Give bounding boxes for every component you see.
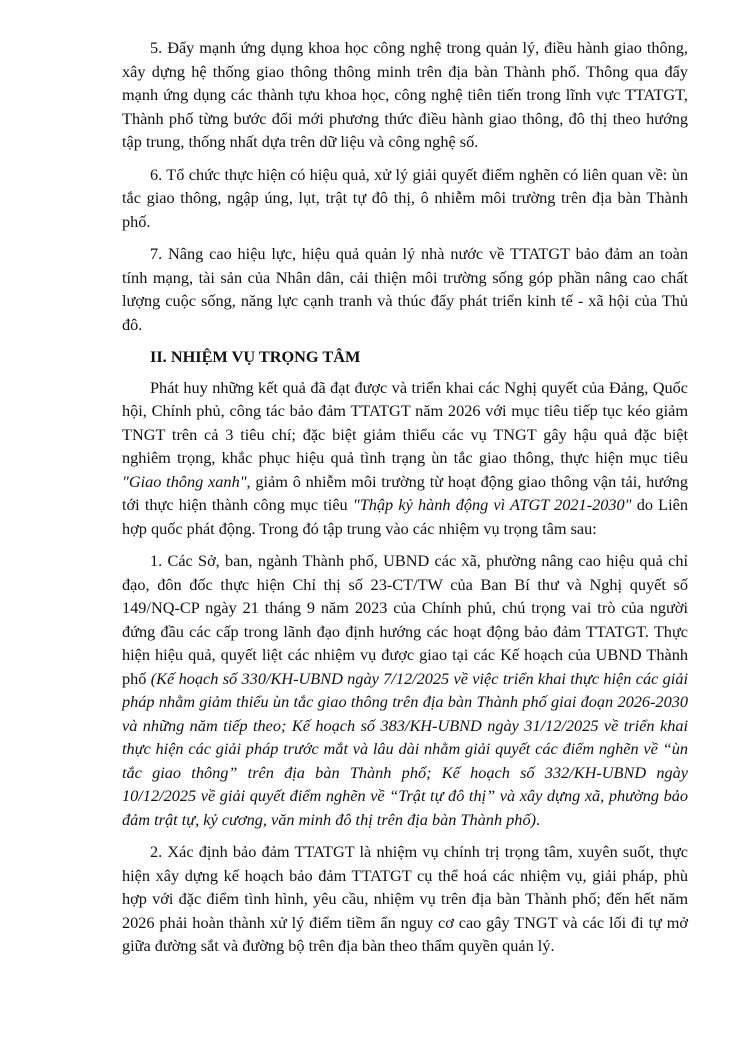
intro-text-e: do Liên hợp quốc phát động. Trong đó tập trung vào các nhiệm vụ trọng tâm sau: <box>122 495 688 538</box>
task1-end: . <box>536 809 541 829</box>
intro-quote-decade: "Thập kỷ hành động vì ATGT 2021-2030" <box>352 495 632 514</box>
intro-text-a: Phát huy những kết quả đã đạt được và triển khai các Nghị quyết của Đảng, Quốc hội, Chính phủ, công tác bảo đảm TTATGT năm 2026 với mục tiêu tiếp tục kéo giảm TNGT trên cả 3 tiêu chí; đặc biệt giảm thiểu các vụ TNGT gây hậu quả đặc biệt nghiêm trọng, khắc phục hiệu quả tình trạng ùn tắc giao thông, thực hiện mục tiêu <box>122 377 688 467</box>
paragraph-item-6: 6. Tổ chức thực hiện có hiệu quả, xử lý giải quyết điểm nghẽn có liên quan về: ùn tắc giao thông, ngập úng, lụt, trật tự đô thị, ô nhiễm môi trường trên địa bàn Thành phố. <box>122 164 688 231</box>
task1-text: 1. Các Sở, ban, ngành Thành phố, UBND các xã, phường nâng cao hiệu quả chỉ đạo, đôn đốc thực hiện Chỉ thị số 23-CT/TW của Ban Bí thư và Nghị quyết số 149/NQ-CP ngày 21 tháng 9 năm 2023 của Chính phủ, chú trọng vai trò của người đứng đầu các cấp trong lãnh đạo định hướng các hoạt động bảo đảm TTATGT. Thực hiện hiệu quả, quyết liệt các nhiệm vụ được giao tại các Kế hoạch của UBND Thành phố <box>122 551 688 688</box>
task-item-1 <box>122 549 688 831</box>
task-item-2: 2. Xác định bảo đảm TTATGT là nhiệm vụ chính trị trọng tâm, xuyên suốt, thực hiện xây dựng kế hoạch bảo đảm TTATGT cụ thể hoá các nhiệm vụ, giải pháp, phù hợp với đặc điểm tình hình, yêu cầu, nhiệm vụ trên địa bàn Thành phố; đến hết năm 2026 phải hoàn thành xử lý điểm tiềm ẩn nguy cơ cao gây TNGT và các lối đi tự mở giữa đường sắt và đường bộ trên địa bàn theo thẩm quyền quản lý. <box>122 842 688 955</box>
task1-plans-list: (Kế hoạch số 330/KH-UBND ngày 7/12/2025 về việc triển khai thực hiện các giải pháp nhằm giảm thiểu ùn tắc giao thông trên địa bàn Thành phố giai đoạn 2026-2030 và những năm tiếp theo; Kế hoạch số 383/KH-UBND ngày 31/12/2025 về triển khai thực hiện các giải pháp trước mắt và lâu dài nhằm giải quyết các điểm nghẽn về “ùn tắc giao thông” trên địa bàn Thành phố; Kế hoạch số 332/KH-UBND ngày 10/12/2025 về giải quyết điểm nghẽn về “Trật tự đô thị” và xây dựng xã, phường bảo đảm trật tự, kỷ cương, văn minh đô thị trên địa bàn Thành phố) <box>122 668 688 829</box>
intro-paragraph <box>122 376 688 541</box>
paragraph-item-7: 7. Nâng cao hiệu lực, hiệu quả quản lý nhà nước về TTATGT bảo đảm an toàn tính mạng, tài sản của Nhân dân, cải thiện môi trường sống góp phần nâng cao chất lượng cuộc sống, năng lực cạnh tranh và thúc đẩy phát triển kinh tế - xã hội của Thủ đô. <box>122 244 688 334</box>
intro-quote-green-traffic: "Giao thông xanh" <box>122 471 247 491</box>
paragraph-item-5: 5. Đẩy mạnh ứng dụng khoa học công nghệ trong quản lý, điều hành giao thông, xây dựng hệ thống giao thông thông minh trên địa bàn Thành phố. Thông qua đẩy mạnh ứng dụng các thành tựu khoa học, công nghệ tiên tiến trong lĩnh vực TTATGT, Thành phố từng bước đổi mới phương thức điều hành giao thông, đô thị theo hướng tập trung, thống nhất dựa trên dữ liệu và công nghệ số. <box>122 38 688 151</box>
intro-text-c: , giảm ô nhiễm môi trường từ hoạt động giao thông vận tải, hướng tới thực hiện thành công mục tiêu <box>122 471 688 514</box>
section-heading: II. NHIỆM VỤ TRỌNG TÂM <box>150 347 361 366</box>
